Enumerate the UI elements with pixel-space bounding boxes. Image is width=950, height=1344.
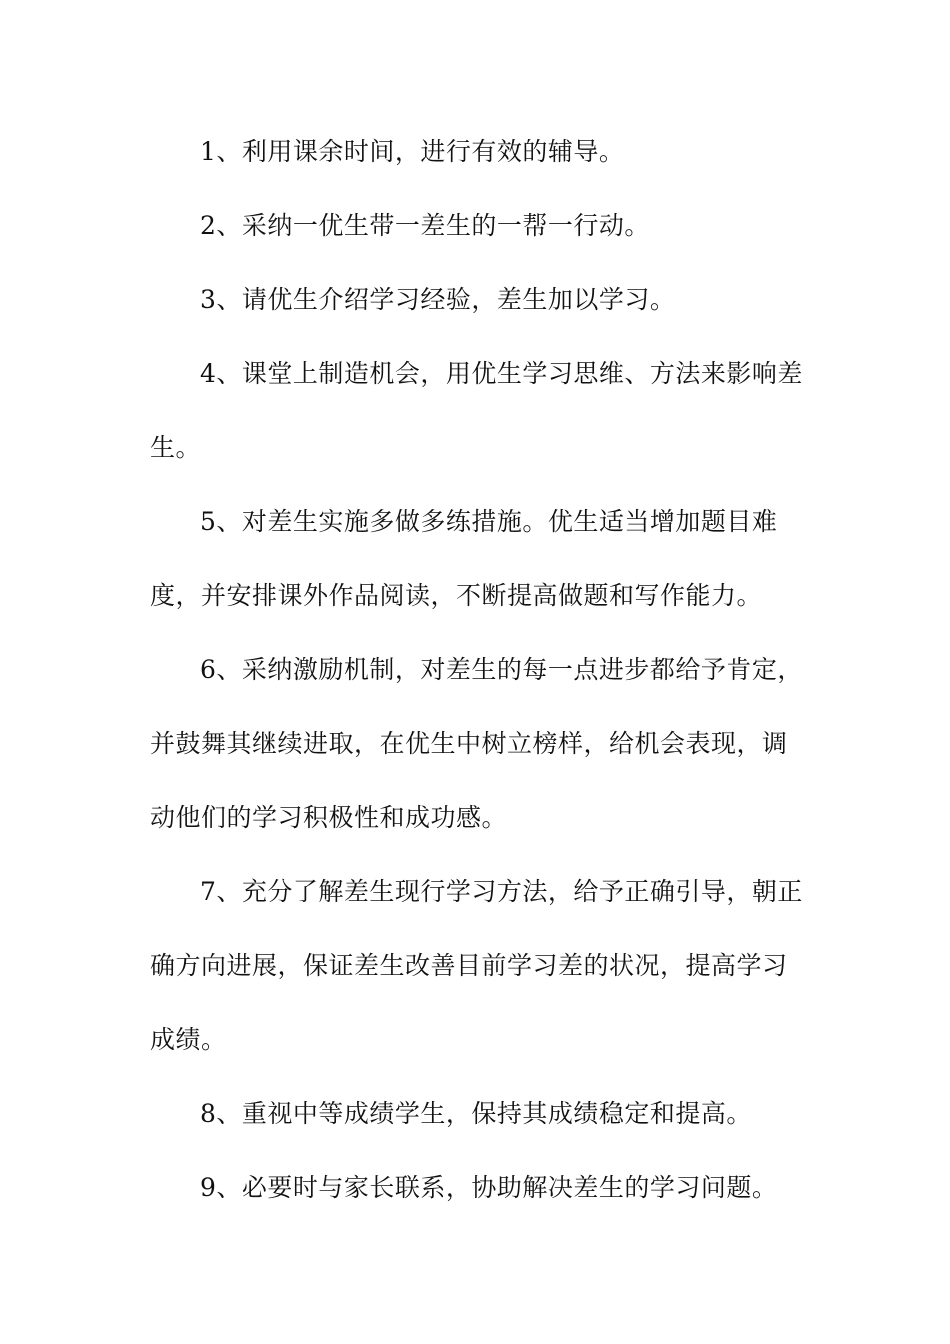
paragraph-9 [150,1151,805,1225]
paragraph-5 [150,485,805,633]
paragraph-line: 5、对差生实施多做多练措施。优生适当增加题目难 [200,507,778,536]
paragraph-4 [150,337,805,485]
paragraph-line: 成绩。 [150,1025,227,1054]
paragraph-line: 2、采纳一优生带一差生的一帮一行动。 [200,211,650,240]
paragraph-7 [150,855,805,1077]
paragraph-line: 4、课堂上制造机会，用优生学习思维、方法来影响差 [200,359,803,388]
paragraph-line: 1、利用课余时间，进行有效的辅导。 [200,137,625,166]
paragraph-line: 动他们的学习积极性和成功感。 [150,803,508,832]
paragraph-line: 3、请优生介绍学习经验，差生加以学习。 [200,285,676,314]
paragraph-line: 并鼓舞其继续进取，在优生中树立榜样，给机会表现，调 [150,729,788,758]
document-body [150,115,805,1225]
paragraph-8 [150,1077,805,1151]
paragraph-line: 8、重视中等成绩学生，保持其成绩稳定和提高。 [200,1099,752,1128]
paragraph-3 [150,263,805,337]
paragraph-line: 度，并安排课外作品阅读，不断提高做题和写作能力。 [150,581,763,610]
paragraph-2 [150,189,805,263]
paragraph-line: 7、充分了解差生现行学习方法，给予正确引导，朝正 [200,877,803,906]
paragraph-line: 生。 [150,433,202,462]
paragraph-line: 6、采纳激励机制，对差生的每一点进步都给予肯定， [200,655,803,684]
paragraph-6 [150,633,805,855]
paragraph-1 [150,115,805,189]
paragraph-line: 9、必要时与家长联系，协助解决差生的学习问题。 [200,1173,778,1202]
paragraph-line: 确方向进展，保证差生改善目前学习差的状况，提高学习 [150,951,788,980]
